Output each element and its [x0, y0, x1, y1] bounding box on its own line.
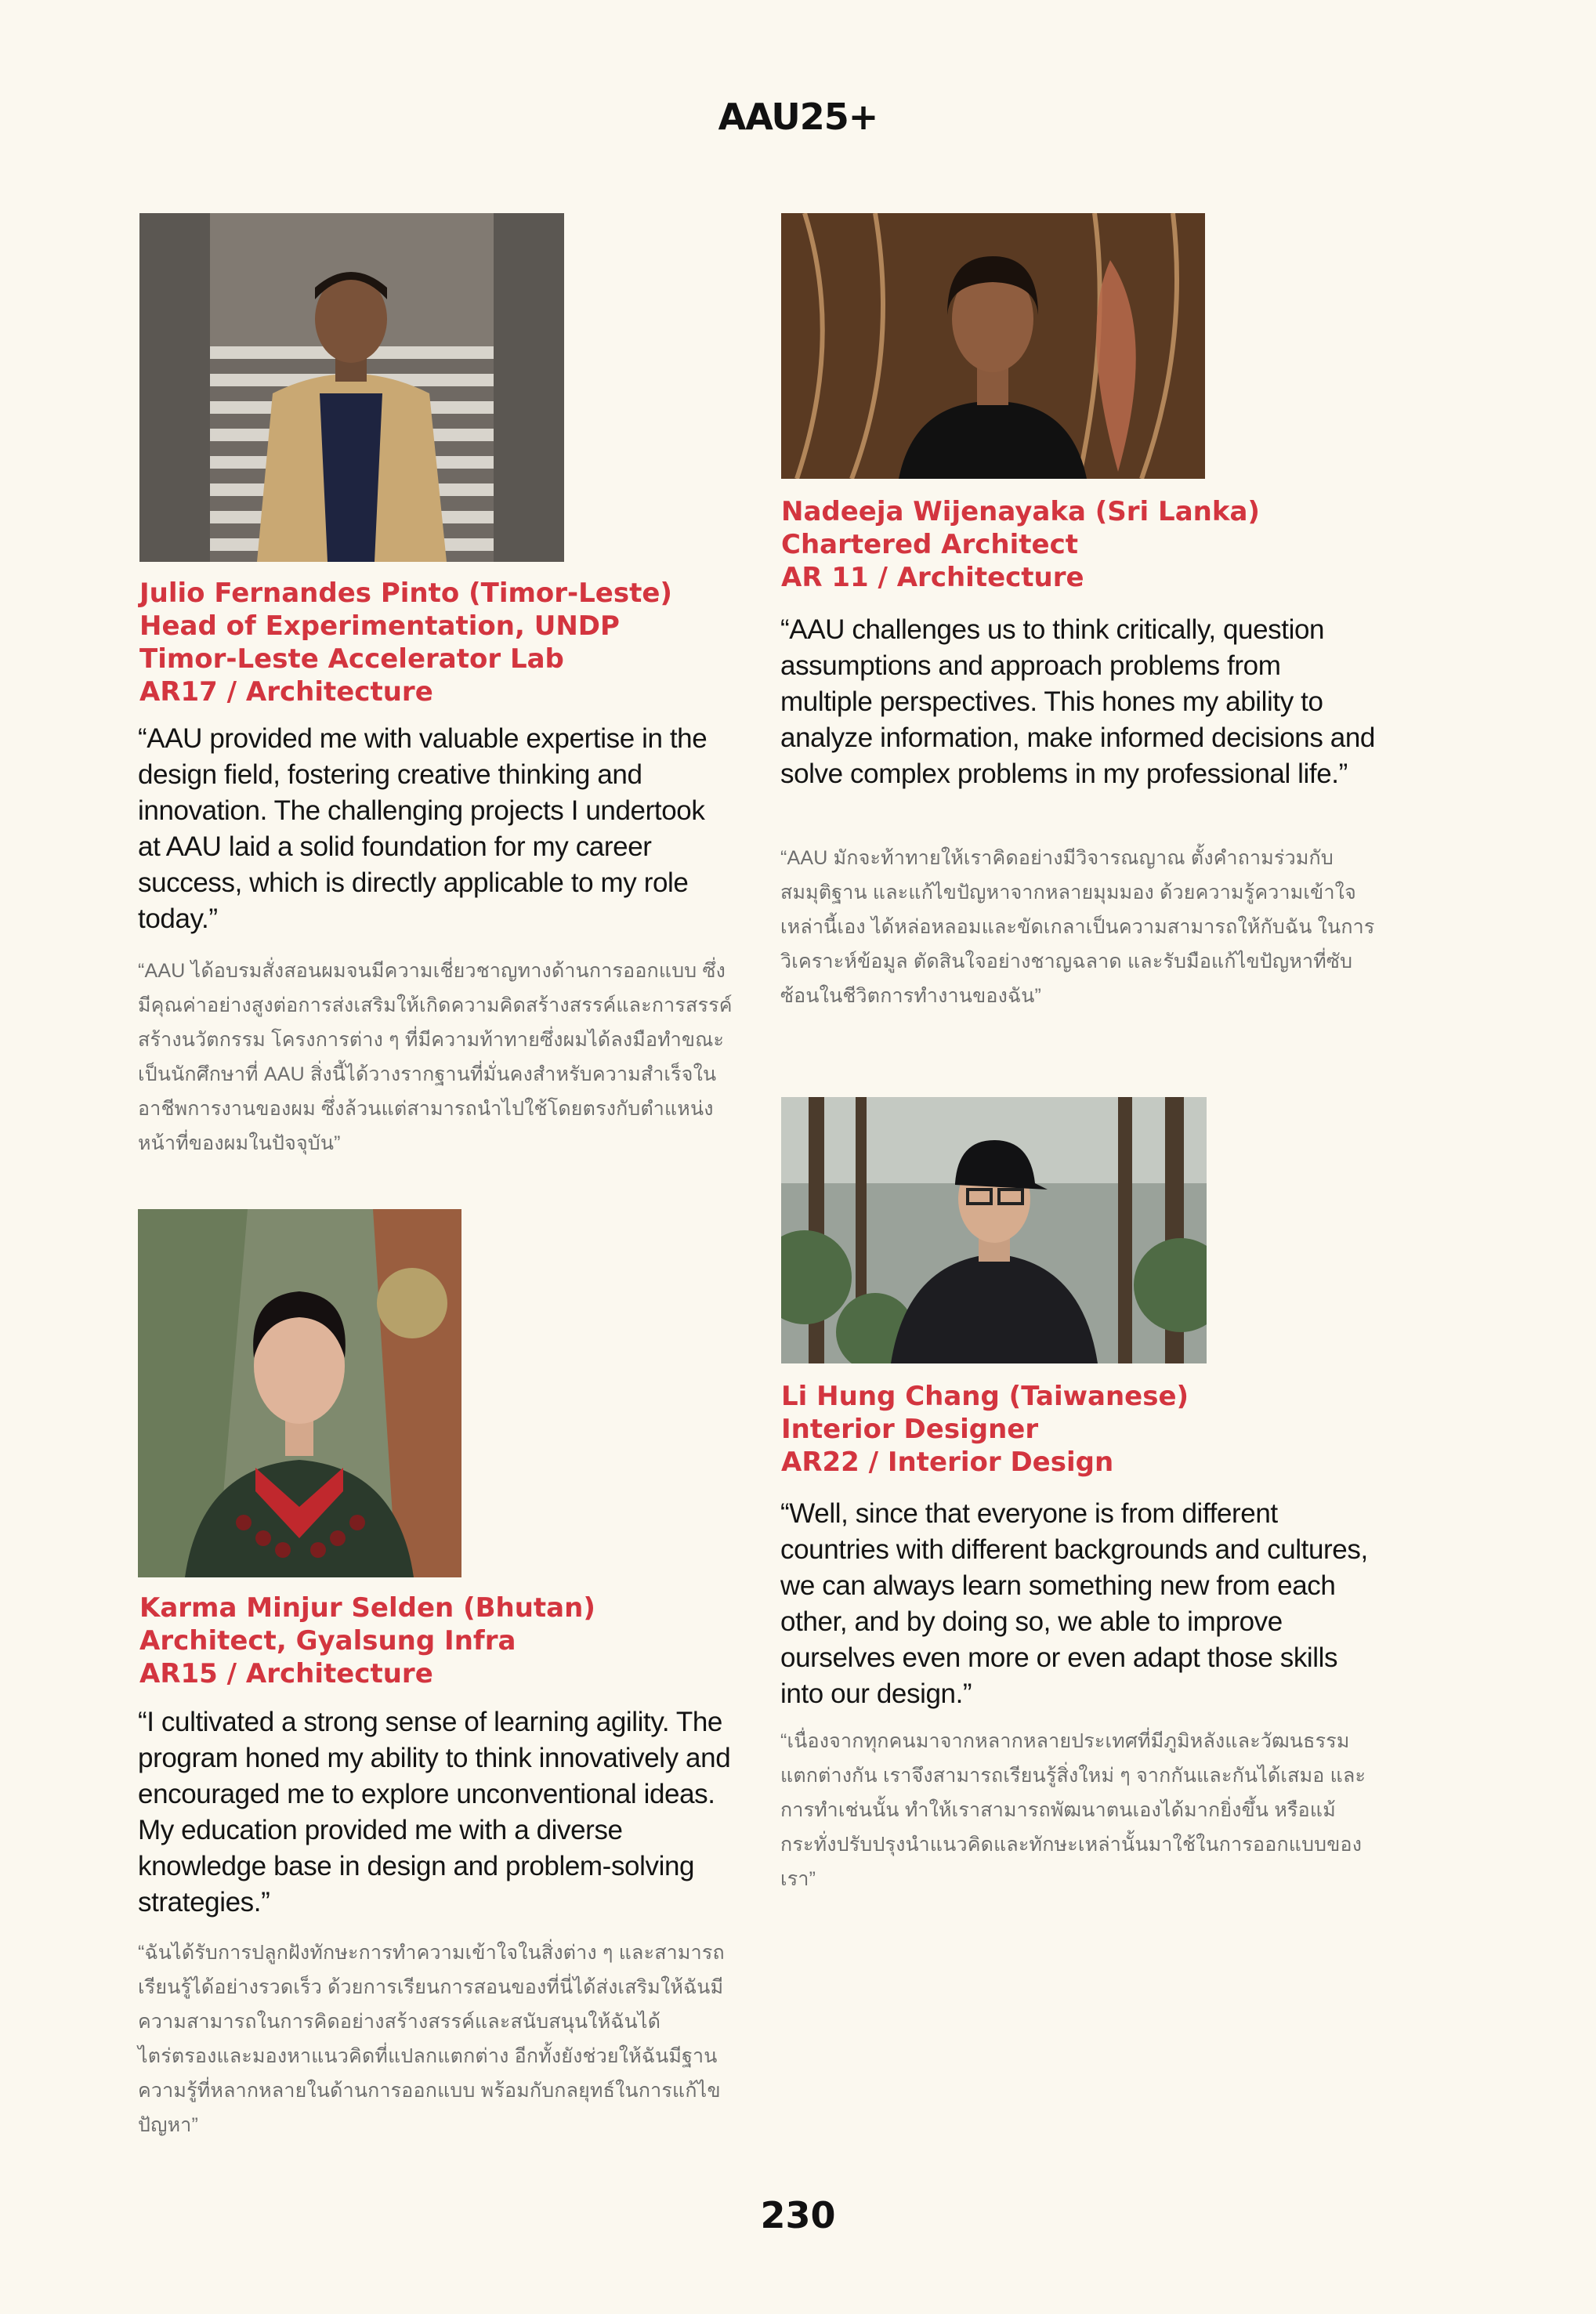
portrait-photo-nadeeja [781, 213, 1205, 479]
profile-info-li-hung [781, 1380, 1189, 1479]
quote-thai: “AAU มักจะท้าทายให้เราคิดอย่างมีวิจารณญาณ ตั้งคำถามร่วมกับสมมุติฐาน และแก้ไขปัญหาจากหลายมุมมอง ด้วยความรู้ความเข้าใจเหล่านี้เอง ได้หล่อหลอมและขัดเกลาเป็นความสามารถให้กับฉัน ในการวิเคราะห์ข้อมูล ตัดสินใจอย่างชาญฉลาด และรับมือแก้ไขปัญหาที่ซับซ้อนในชีวิตการทำงานของฉัน” [780, 847, 1375, 1007]
profile-program: AR 11 / Architecture [781, 562, 1084, 593]
quote-thai: “เนื่องจากทุกคนมาจากหลากหลายประเทศที่มีภูมิหลังและวัฒนธรรมแตกต่างกัน เราจึงสามารถเรียนรู้สิ่งใหม่ ๆ จากกันและกันได้เสมอ และการทำเช่นนั้น ทำให้เราสามารถพัฒนาตนเองได้มากยิ่งขึ้น หรือแม้กระทั่งปรับปรุงนำแนวคิดและทักษะเหล่านั้นมาใช้ในการออกแบบของเรา” [780, 1730, 1366, 1890]
profile-role: Head of Experimentation, UNDP [139, 610, 620, 642]
portrait-photo-karma [138, 1209, 461, 1577]
profile-program: AR22 / Interior Design [781, 1447, 1114, 1478]
profile-role: Chartered Architect [781, 529, 1078, 560]
quote-english: “I cultivated a strong sense of learning agility. The program honed my ability to think innovatively and encouraged me to explore unconventional ideas. My education provided me with a diverse knowledge base in design and problem-solving strategies.” [138, 1707, 731, 1917]
profile-name: Julio Fernandes Pinto (Timor-Leste) [139, 578, 672, 609]
profile-role: Architect, Gyalsung Infra [139, 1625, 516, 1657]
quote-english: “AAU provided me with valuable expertise in the design field, fostering creative thinking and innovation. The challenging projects I undertook at AAU laid a solid foundation for my career success, which is directly applicable to my role today.” [138, 723, 708, 934]
profile-name: Nadeeja Wijenayaka (Sri Lanka) [781, 496, 1260, 527]
page-header-title: AAU25+ [718, 96, 878, 138]
page-number: 230 [760, 2194, 836, 2236]
profile-name: Karma Minjur Selden (Bhutan) [139, 1592, 595, 1624]
quote-thai: “ฉันได้รับการปลูกฝังทักษะการทำความเข้าใจในสิ่งต่าง ๆ และสามารถเรียนรู้ได้อย่างรวดเร็ว ด้วยการเรียนการสอนของที่นี่ได้ส่งเสริมให้ฉันมีความสามารถในการคิดอย่างสร้างสรรค์และสนับสนุนให้ฉันได้ไตร่ตรองและมองหาแนวคิดที่แปลกแตกต่าง อีกทั้งยังช่วยให้ฉันมีฐานความรู้ที่หลากหลายในด้านการออกแบบ พร้อมกับกลยุทธ์ในการแก้ไขปัญหา” [138, 1942, 725, 2136]
profile-info-julio [139, 577, 672, 708]
profile-role: Timor-Leste Accelerator Lab [139, 643, 564, 675]
quote-thai: “AAU ได้อบรมสั่งสอนผมจนมีความเชี่ยวชาญทางด้านการออกแบบ ซึ่งมีคุณค่าอย่างสูงต่อการส่งเสริมให้เกิดความคิดสร้างสรรค์และการสรรค์สร้างนวัตกรรม โครงการต่าง ๆ ที่มีความท้าทายซึ่งผมได้ลงมือทำขณะเป็นนักศึกษาที่ AAU สิ่งนี้ได้วางรากฐานที่มั่นคงสำหรับความสำเร็จในอาชีพการงานของผม ซึ่งล้วนแต่สามารถนำไปใช้โดยตรงกับตำแหน่งหน้าที่ของผมในปัจจุบัน” [138, 960, 733, 1154]
profile-info-nadeeja [781, 495, 1260, 594]
profile-program: AR15 / Architecture [139, 1658, 433, 1689]
profile-info-karma [139, 1592, 595, 1690]
quote-english: “Well, since that everyone is from different countries with different backgrounds and cultures, we can always learn something new from each other, and by doing so, we able to improve ourselves even more or even adapt those skills into our design.” [780, 1498, 1368, 1709]
profile-name: Li Hung Chang (Taiwanese) [781, 1381, 1189, 1412]
profile-program: AR17 / Architecture [139, 676, 433, 708]
portrait-photo-julio [139, 213, 564, 562]
profile-role: Interior Designer [781, 1414, 1039, 1445]
portrait-photo-li-hung [781, 1097, 1207, 1363]
quote-english: “AAU challenges us to think critically, question assumptions and approach problems from multiple perspectives. This hones my ability to analyze information, make informed decisions and solve complex problems in my professional life.” [780, 614, 1375, 789]
